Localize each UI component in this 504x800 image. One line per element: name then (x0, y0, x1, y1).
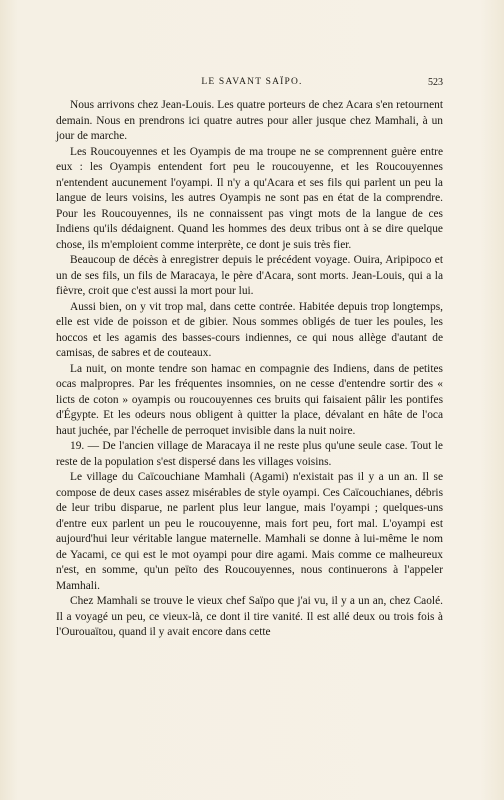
paragraph: Chez Mamhali se trouve le vieux chef Saïpo que j'ai vu, il y a un an, chez Caolé. Il a voyagé un peu, ce vieux-là, ce dont il tire vanité. Il est allé deux ou trois fois à l'Ourouaïtou, quand il y avait encore dans cette (56, 595, 443, 638)
running-head (0, 77, 504, 91)
paragraph: Nous arrivons chez Jean-Louis. Les quatre porteurs de chez Acara s'en retournent demain. Nous en prendrons ici quatre autres pour aller jusque chez Mamhali, à un jour de marche. (56, 99, 443, 142)
paragraph: 19. — De l'ancien village de Maracaya il ne reste plus qu'une seule case. Tout le reste de la population s'est dispersé dans les villages voisins. (56, 440, 443, 468)
paragraph: La nuit, on monte tendre son hamac en compagnie des Indiens, dans de petites ocas malpropres. Par les fréquentes insomnies, on ne cesse d'entendre sortir des « licts de coton » oyampis ou roucouyennes ces bruits qui faisaient pâlir les pontifes d'Égypte. Et les odeurs nous obligent à quitter la place, dévalant en hâte de l'oca haut juchée, par l'échelle de perroquet invisible dans la nuit noire. (56, 362, 443, 437)
body-text (56, 98, 443, 641)
paragraph: Aussi bien, on y vit trop mal, dans cette contrée. Habitée depuis trop longtemps, elle est vide de poisson et de gibier. Nous sommes obligés de tuer les poules, les hoccos et les agamis des basses-cours indiennes, ce qui nous allège d'autant de camisas, de sabres et de couteaux. (56, 300, 443, 359)
paragraph: Les Roucouyennes et les Oyampis de ma troupe ne se comprennent guère entre eux : les Oyampis entendent fort peu le roucouyenne, et les Roucouyennes n'entendent aucunement l'oyampi. Il n'y a qu'Acara et ses fils qui parlent un peu la langue de leurs voisins, les autres Oyampis ne sont pas en état de la comprendre. Pour les Roucouyennes, ils ne connaissent pas vingt mots de la langue de ces Indiens qu'ils dédaignent. Quand les hommes des deux tribus ont à se dire quelque chose, ils m'emploient comme interprète, ce dont je suis très fier. (56, 145, 443, 251)
paragraph: Beaucoup de décès à enregistrer depuis le précédent voyage. Ouira, Aripipoco et un de ses fils, un fils de Maracaya, le père d'Acara, sont morts. Jean-Louis, qui a la fièvre, croit que c'est aussi la mort pour lui. (56, 254, 443, 297)
page-number: 523 (428, 77, 443, 88)
running-title: LE SAVANT SAÏPO. (201, 77, 303, 87)
paragraph: Le village du Caïcouchiane Mamhali (Agami) n'existait pas il y a un an. Il se compose de deux cases assez misérables de style oyampi. Ces Caïcouchianes, débris de leur tribu disparue, ne parlent plus leur langue, mais l'oyampi ; quelques-uns d'entre eux parlent un peu le roucouyenne, mais fort peu, fort mal. L'oyampi est aujourd'hui leur véritable langue maternelle. Mamhali se donne à lui-même le nom de Yacami, ce qui est le mot oyampi pour dire agami. Mais comme ce malheureux n'est, en somme, qu'un peïto des Roucouyennes, nous continuerons à l'appeler Mamhali. (56, 471, 443, 592)
